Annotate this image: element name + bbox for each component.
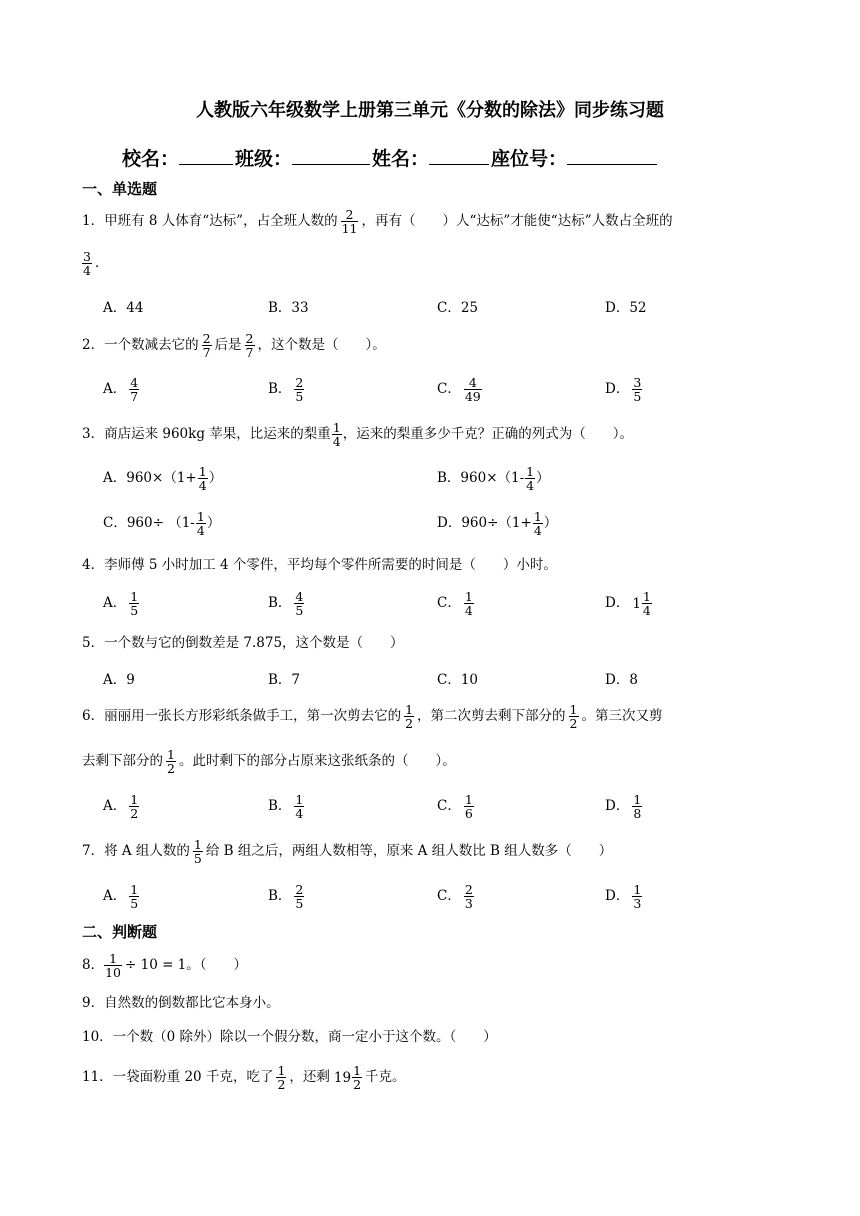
option-c[interactable]: C． $\frac{1}{6}$ bbox=[437, 792, 473, 822]
page-title: 人教版六年级数学上册第三单元《分数的除法》同步练习题 bbox=[196, 100, 664, 121]
question-5: 5．一个数与它的倒数差是 7.875，这个数是（ ） bbox=[82, 635, 404, 651]
option-a[interactable]: A． $\frac{1}{5}$ bbox=[103, 589, 139, 619]
option-d[interactable]: D．960÷（1+ $\frac{1}{4}$ ） bbox=[437, 509, 558, 539]
question-10: 10．一个数（0 除外）除以一个假分数，商一定小于这个数。（ ） bbox=[82, 1029, 497, 1045]
fraction: $\frac{2}{7}$ bbox=[245, 331, 254, 361]
class-label: 班级： bbox=[235, 148, 293, 170]
option-c[interactable]: C． $\frac{4}{49}$ bbox=[437, 375, 481, 405]
question-7: 7．将 A 组人数的 $\frac{1}{5}$ 给 B 组之后，两组人数相等，原来 A 组人数比 B 组人数多（ ） bbox=[82, 837, 613, 867]
question-9: 9．自然数的倒数都比它本身小。 bbox=[82, 995, 280, 1011]
question-8: 8． $\frac{1}{10}$ ÷ 10 = 1。（ ） bbox=[82, 951, 248, 981]
question-2: 2．一个数减去它的 $\frac{2}{7}$ 后是 $\frac{2}{7}$ ，这个数是（ ）。 bbox=[82, 331, 386, 361]
question-11: 11．一袋面粉重 20 千克，吃了 $\frac{1}{2}$ ，还剩 19 $\frac{1}{2}$ 千克。 bbox=[82, 1063, 406, 1093]
option-d[interactable]: D． $\frac{1}{8}$ bbox=[605, 792, 642, 822]
option-d[interactable]: D． 1 $\frac{1}{4}$ bbox=[605, 589, 651, 619]
option-a[interactable]: A． $\frac{1}{5}$ bbox=[103, 882, 139, 912]
school-blank[interactable] bbox=[179, 146, 233, 165]
option-b[interactable]: B． $\frac{2}{5}$ bbox=[268, 375, 304, 405]
name-blank[interactable] bbox=[429, 146, 489, 165]
option-b[interactable]: B． $\frac{4}{5}$ bbox=[268, 589, 304, 619]
fraction: $\frac{1}{2}$ bbox=[569, 702, 578, 732]
seat-blank[interactable] bbox=[567, 146, 657, 165]
option-d[interactable]: D． $\frac{3}{5}$ bbox=[605, 375, 642, 405]
option-c[interactable]: C． $\frac{2}{3}$ bbox=[437, 882, 473, 912]
option-b[interactable]: B．960×（1- $\frac{1}{4}$ ） bbox=[437, 464, 550, 494]
name-label: 姓名： bbox=[372, 148, 430, 170]
option-b[interactable]: B． $\frac{1}{4}$ bbox=[268, 792, 304, 822]
question-4: 4．李师傅 5 小时加工 4 个零件，平均每个零件所需要的时间是（ ）小时。 bbox=[82, 557, 557, 573]
option-a[interactable]: A． $\frac{1}{2}$ bbox=[103, 792, 139, 822]
school-label: 校名： bbox=[122, 148, 180, 170]
question-6-continued: 去剩下部分的 $\frac{1}{2}$ 。此时剩下的部分占原来这张纸条的（ ）。 bbox=[82, 747, 456, 777]
question-1-continued: $\frac{3}{4}$ ． bbox=[83, 249, 109, 279]
fraction: $\frac{1}{2}$ bbox=[405, 702, 414, 732]
fraction: $\frac{1}{2}$ bbox=[167, 747, 175, 777]
option-b[interactable]: B．7 bbox=[268, 672, 301, 688]
fraction: $\frac{1}{5}$ bbox=[193, 837, 202, 867]
option-a[interactable]: A．9 bbox=[103, 672, 135, 688]
fraction: $\frac{3}{4}$ bbox=[83, 249, 91, 279]
section-heading: 二、判断题 bbox=[82, 923, 158, 941]
option-d[interactable]: D． $\frac{1}{3}$ bbox=[605, 882, 642, 912]
question-1: 1．甲班有 8 人体育“达标”，占全班人数的 $\frac{2}{11}$ ，再有（ ）人“达标”才能使“达标”人数占全班的 bbox=[82, 207, 673, 237]
option-d[interactable]: D．8 bbox=[605, 672, 638, 688]
option-c[interactable]: C． $\frac{1}{4}$ bbox=[437, 589, 473, 619]
fraction: $\frac{1}{4}$ bbox=[332, 420, 341, 450]
question-6: 6．丽丽用一张长方形彩纸条做手工，第一次剪去它的 $\frac{1}{2}$ ，第二次剪去剩下部分的 $\frac{1}{2}$ 。第三次又剪 bbox=[82, 702, 663, 732]
student-info-line bbox=[122, 144, 659, 171]
seat-label: 座位号： bbox=[491, 148, 568, 170]
option-b[interactable]: B． $\frac{2}{5}$ bbox=[268, 882, 304, 912]
option-c[interactable]: C．25 bbox=[437, 300, 479, 316]
fraction: $\frac{2}{7}$ bbox=[202, 331, 211, 361]
option-a[interactable]: A． $\frac{4}{7}$ bbox=[103, 375, 139, 405]
question-3: 3．商店运来 960kg 苹果，比运来的梨重 $\frac{1}{4}$ ，运来的梨重多少千克？正确的列式为（ ）。 bbox=[82, 420, 633, 450]
option-d[interactable]: D．52 bbox=[605, 300, 647, 316]
option-c[interactable]: C．960÷ （1- $\frac{1}{4}$ ） bbox=[103, 509, 221, 539]
option-b[interactable]: B．33 bbox=[268, 300, 309, 316]
option-c[interactable]: C．10 bbox=[437, 672, 479, 688]
option-a[interactable]: A．960×（1+ $\frac{1}{4}$ ） bbox=[103, 464, 223, 494]
option-a[interactable]: A．44 bbox=[103, 300, 144, 316]
fraction: $\frac{2}{11}$ bbox=[341, 207, 358, 237]
section-heading: 一、单选题 bbox=[82, 180, 158, 198]
class-blank[interactable] bbox=[292, 146, 370, 165]
